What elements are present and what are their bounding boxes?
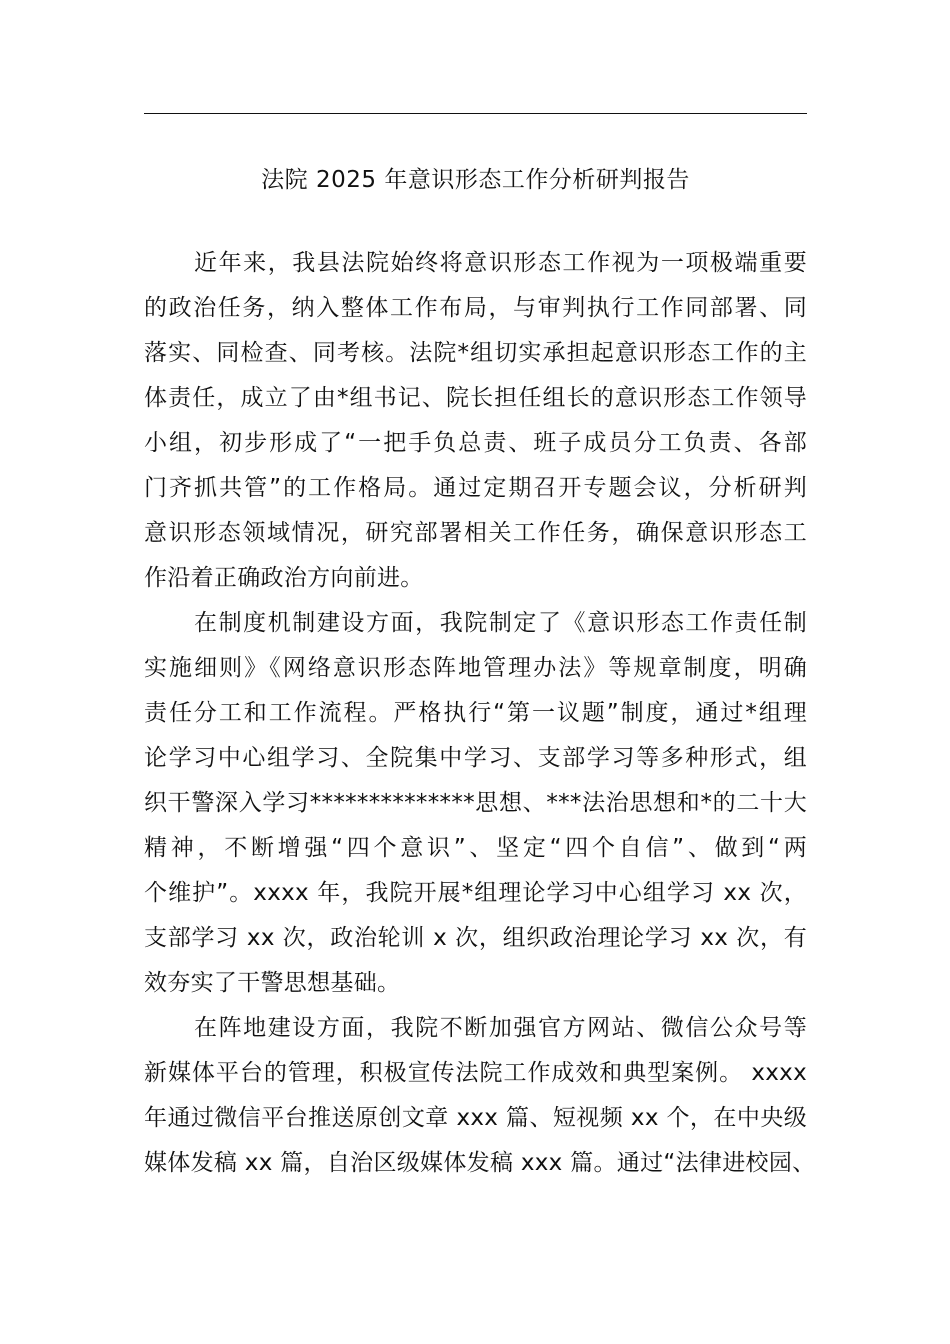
body-text-line: 精神，不断增强“四个意识”、坚定“四个自信”、做到“两 — [144, 835, 807, 861]
body-text-line: 在制度机制建设方面，我院制定了《意识形态工作责任制 — [194, 610, 807, 636]
body-text-line: 新媒体平台的管理，积极宣传法院工作成效和典型案例。 xxxx — [144, 1060, 807, 1086]
document-title: 法院 2025 年意识形态工作分析研判报告 — [261, 167, 690, 193]
body-text-line: 媒体发稿 xx 篇，自治区级媒体发稿 xxx 篇。通过“法律进校园、 — [144, 1150, 816, 1176]
body-text-line: 门齐抓共管”的工作格局。通过定期召开专题会议，分析研判 — [144, 475, 807, 501]
body-text-line: 支部学习 xx 次，政治轮训 x 次，组织政治理论学习 xx 次，有 — [144, 925, 807, 951]
body-text-line: 效夯实了干警思想基础。 — [144, 970, 401, 996]
document-body — [144, 241, 816, 1186]
body-text-line: 个维护”。xxxx 年，我院开展*组理论学习中心组学习 xx 次， — [144, 880, 807, 906]
header-rule — [144, 113, 807, 114]
body-text-line: 的政治任务，纳入整体工作布局，与审判执行工作同部署、同 — [144, 295, 807, 321]
body-text-line: 体责任，成立了由*组书记、院长担任组长的意识形态工作领导 — [144, 385, 807, 411]
body-text-line: 论学习中心组学习、全院集中学习、支部学习等多种形式，组 — [144, 745, 807, 771]
body-text-line: 责任分工和工作流程。严格执行“第一议题”制度，通过*组理 — [144, 700, 807, 726]
body-text-line: 年通过微信平台推送原创文章 xxx 篇、短视频 xx 个，在中央级 — [144, 1105, 807, 1131]
body-text-line: 近年来，我县法院始终将意识形态工作视为一项极端重要 — [194, 250, 807, 276]
body-text-line: 织干警深入学习**************思想、***法治思想和*的二十大 — [144, 790, 807, 816]
body-text-line: 在阵地建设方面，我院不断加强官方网站、微信公众号等 — [194, 1015, 807, 1041]
body-text-line: 落实、同检查、同考核。法院*组切实承担起意识形态工作的主 — [144, 340, 807, 366]
body-text-line: 意识形态领域情况，研究部署相关工作任务，确保意识形态工 — [144, 520, 807, 546]
body-text-line: 实施细则》《网络意识形态阵地管理办法》等规章制度，明确 — [144, 655, 807, 681]
body-text-line: 小组，初步形成了“一把手负总责、班子成员分工负责、各部 — [144, 430, 807, 456]
body-text-line: 作沿着正确政治方向前进。 — [144, 565, 424, 591]
